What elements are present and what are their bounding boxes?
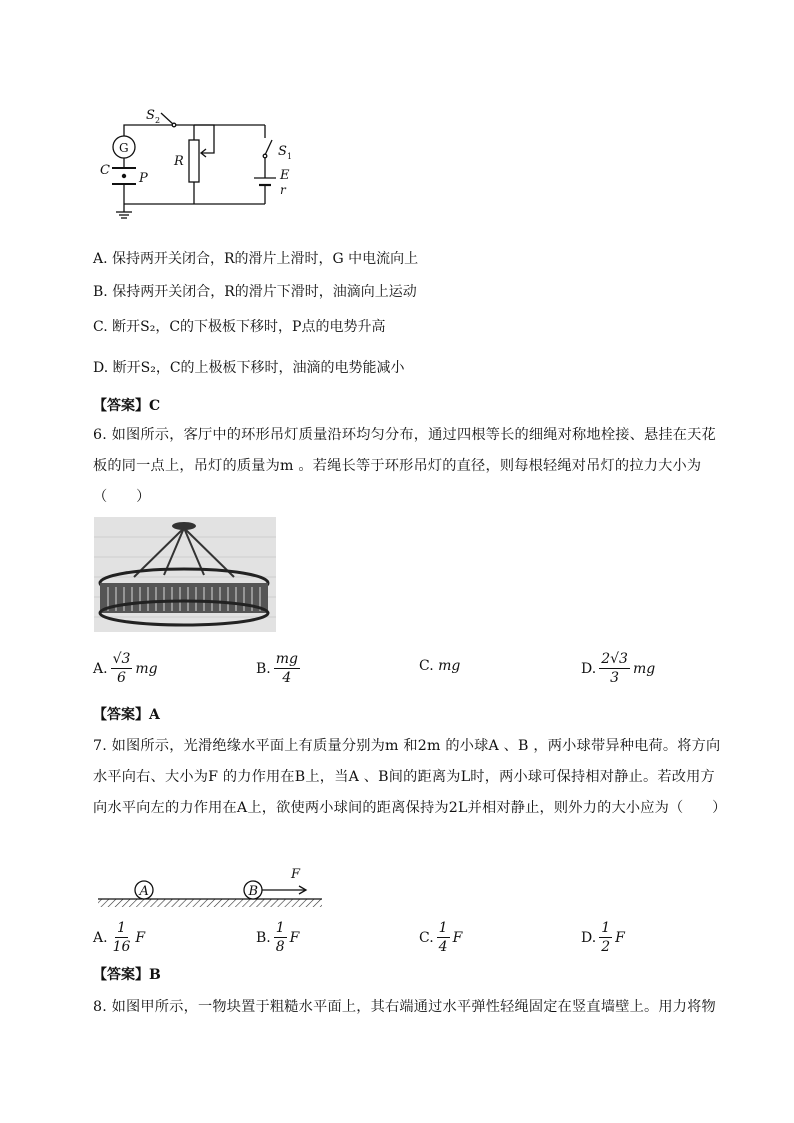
q5-option-c: C. 断开S₂，C的下极板下移时，P点的电势升高 (93, 319, 386, 335)
q7-option-a: A. $\frac{1}{16}$ F (93, 920, 146, 955)
label-e: E (280, 168, 290, 183)
label-s1: S (278, 144, 287, 159)
label-s2: S (146, 108, 155, 123)
q5-option-d: D. 断开S₂，C的上极板下移时，油滴的电势能减小 (93, 360, 405, 376)
q6-option-c: C. mg (419, 658, 461, 674)
q7-option-c: C. $\frac{1}{4}$ F (419, 920, 463, 955)
chandelier-photo (94, 517, 276, 632)
q5-answer: 【答案】C (93, 398, 161, 414)
q6-option-d: D. $\frac{2√3}{3}$ mg (581, 651, 656, 686)
svg-text:1: 1 (287, 152, 293, 161)
svg-text:2: 2 (155, 116, 161, 125)
label-force-f: F (291, 867, 301, 882)
oil-drop (122, 174, 126, 178)
q5-option-a: A. 保持两开关闭合，R的滑片上滑时，G 中电流向上 (93, 251, 419, 267)
label-p: P (139, 171, 148, 186)
circuit-diagram (90, 100, 320, 230)
q7-answer: 【答案】B (93, 967, 161, 983)
q7-option-b: B. $\frac{1}{8}$ F (256, 920, 300, 955)
q8-question: 8. 如图甲所示，一物块置于粗糙水平面上，其右端通过水平弹性轻绳固定在竖直墙壁上。用力将物 (93, 999, 716, 1015)
q6-option-b: B. $\frac{mg}{4}$ (256, 651, 298, 686)
two-balls-figure (96, 862, 326, 912)
q7-option-d: D. $\frac{1}{2}$ F (581, 920, 625, 955)
q7-question: 7. 如图所示，光滑绝缘水平面上有质量分别为m 和2m 的小球A 、B ，两小球带异种电荷。将方向水平向右、大小为F 的力作用在B上，当A 、B间的距离为L时，两小球可保持相对静止。若改用方向水平向左的力作用在A上，欲使两小球间的距离保持为2L并相对静止，则外力的大小应为（ ） (93, 738, 727, 816)
q6-option-a: A. $\frac{√3}{6}$ mg (93, 651, 158, 686)
q6-answer: 【答案】A (93, 707, 160, 723)
label-r-internal: r (280, 183, 286, 197)
label-g: G (119, 141, 129, 155)
label-ball-a: A (139, 884, 149, 899)
label-c: C (100, 163, 110, 178)
label-r: R (174, 154, 184, 169)
q5-option-b: B. 保持两开关闭合，R的滑片下滑时，油滴向上运动 (93, 284, 417, 300)
q6-question: 6. 如图所示，客厅中的环形吊灯质量沿环均匀分布，通过四根等长的细绳对称地栓接、悬挂在天花板的同一点上，吊灯的质量为m 。若绳长等于环形吊灯的直径，则每根轻绳对吊灯的拉力大小为（ ） (93, 427, 716, 505)
label-ball-b: B (248, 884, 259, 899)
